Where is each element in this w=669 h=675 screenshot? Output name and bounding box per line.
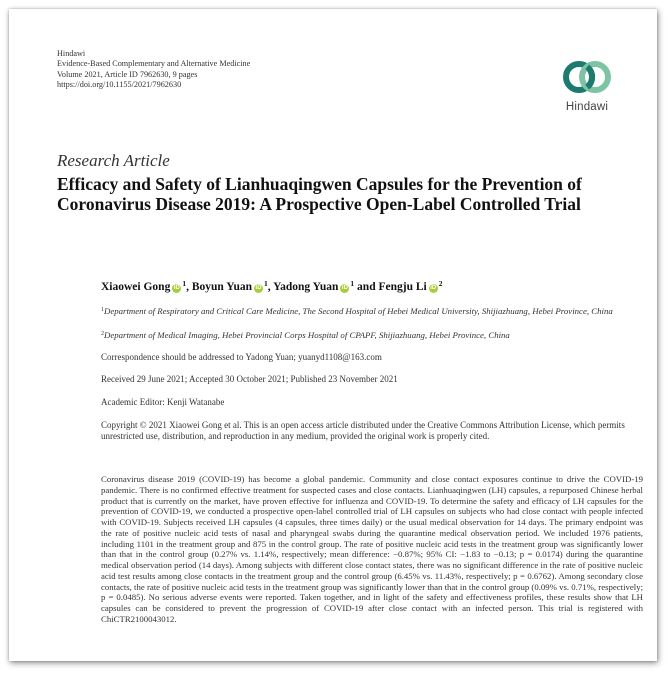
orcid-icon[interactable]: iD <box>255 285 262 291</box>
affiliation: $^1$Department of Respiratory and Critical Care Medicine, The Second Hospital of Hebei Medical University, Shijiazhuang, Hebei Province, China <box>101 306 613 316</box>
author-name[interactable]: Fengju Li iD $^2$ <box>378 279 443 293</box>
correspondence: Correspondence should be addressed to Yadong Yuan; yuanyd1108@163.com <box>101 352 382 362</box>
orcid-icon[interactable]: iD <box>430 285 437 291</box>
author-name[interactable]: Yadong Yuan iD $^1$ <box>273 279 355 293</box>
copyright-notice: Copyright © 2021 Xiaowei Gong et al. This is an open access article distributed under the Creative Commons Attribution License, which permits unrestricted use, distribution, and reproduction in any medium, provided the original work is properly cited. <box>101 420 625 441</box>
journal-name: Evidence-Based Complementary and Alternative Medicine <box>57 59 251 69</box>
doi-link[interactable]: https://doi.org/10.1155/2021/7962630 <box>57 80 182 90</box>
article-type: Research Article <box>57 151 170 170</box>
abstract: Coronavirus disease 2019 (COVID-19) has become a global pandemic. Community and close contact exposures continue to drive the COVID-19 pandemic. There is no confirmed effective treatment for suspected cases and close contacts. Lianhuaqingwen (LH) capsules, a repurposed Chinese herbal product that is currently on the market, have proven effective for influenza and COVID-19. To determine the safety and efficacy of LH capsules for the prevention of COVID-19, we conducted a prospective open-label controlled trial of LH capsules on subjects who had close contact with people infected with COVID-19. Subjects received LH capsules (4 capsules, three times daily) or the usual medical observation for 14 days. The primary endpoint was the rate of positive nucleic acid tests of nasal and pharyngeal swabs during the quarantine medical observation period. We included 1976 patients, including 1101 in the treatment group and 875 in the control group. The rate of positive nucleic acid tests in the treatment group was significantly lower than that in the control group (0.27% vs. 1.14%, respectively; mean difference: −0.87%; 95% CI: −1.83 to −0.13; p = 0.0174) during the quarantine medical observation period (14 days). Among subjects with different close contact states, there was no significant difference in the rate of positive nucleic acid test results among close contacts in the treatment group and the control group (6.45% vs. 11.43%, respectively; p = 0.6762). Among secondary close contacts, the rate of positive nucleic acid tests in the treatment group was significantly lower than that in the control group (0.09% vs. 0.71%, respectively; p = 0.0485). No serious adverse events were reported. Taken together, and in light of the safety and effectiveness profiles, these results show that LH capsules can be considered to prevent the progression of COVID-19 after close contact with an infected person. This trial is registered with ChiCTR2100043012. <box>101 474 643 624</box>
logo-text: Hindawi <box>565 101 609 113</box>
orcid-icon[interactable]: iD <box>341 285 348 291</box>
academic-editor: Academic Editor: Kenji Watanabe <box>101 397 225 407</box>
affiliation: $^2$Department of Medical Imaging, Hebei Provincial Corps Hospital of CPAPF, Shijiazhuang, Hebei Province, China <box>101 330 510 340</box>
journal-info <box>57 49 250 91</box>
author-list: Xiaowei Gong iD $^1$, Boyun Yuan iD $^1$, Yadong Yuan iD $^1$ and Fengju Li iD $^2$ <box>101 279 443 293</box>
article-title: Efficacy and Safety of Lianhuaqingwen Capsules for the Prevention of Coronavirus Disease 2019: A Prospective Open-Label Controlled Trial <box>57 174 582 214</box>
author-name[interactable]: Boyun Yuan iD $^1$ <box>191 279 268 293</box>
orcid-icon[interactable]: iD <box>173 285 180 291</box>
journal-volume: Volume 2021, Article ID 7962630, 9 pages <box>57 69 198 79</box>
publisher-name: Hindawi <box>57 49 86 58</box>
publication-dates: Received 29 June 2021; Accepted 30 October 2021; Published 23 November 2021 <box>101 374 398 384</box>
author-name[interactable]: Xiaowei Gong iD $^1$ <box>101 279 187 293</box>
article-page <box>9 9 657 661</box>
